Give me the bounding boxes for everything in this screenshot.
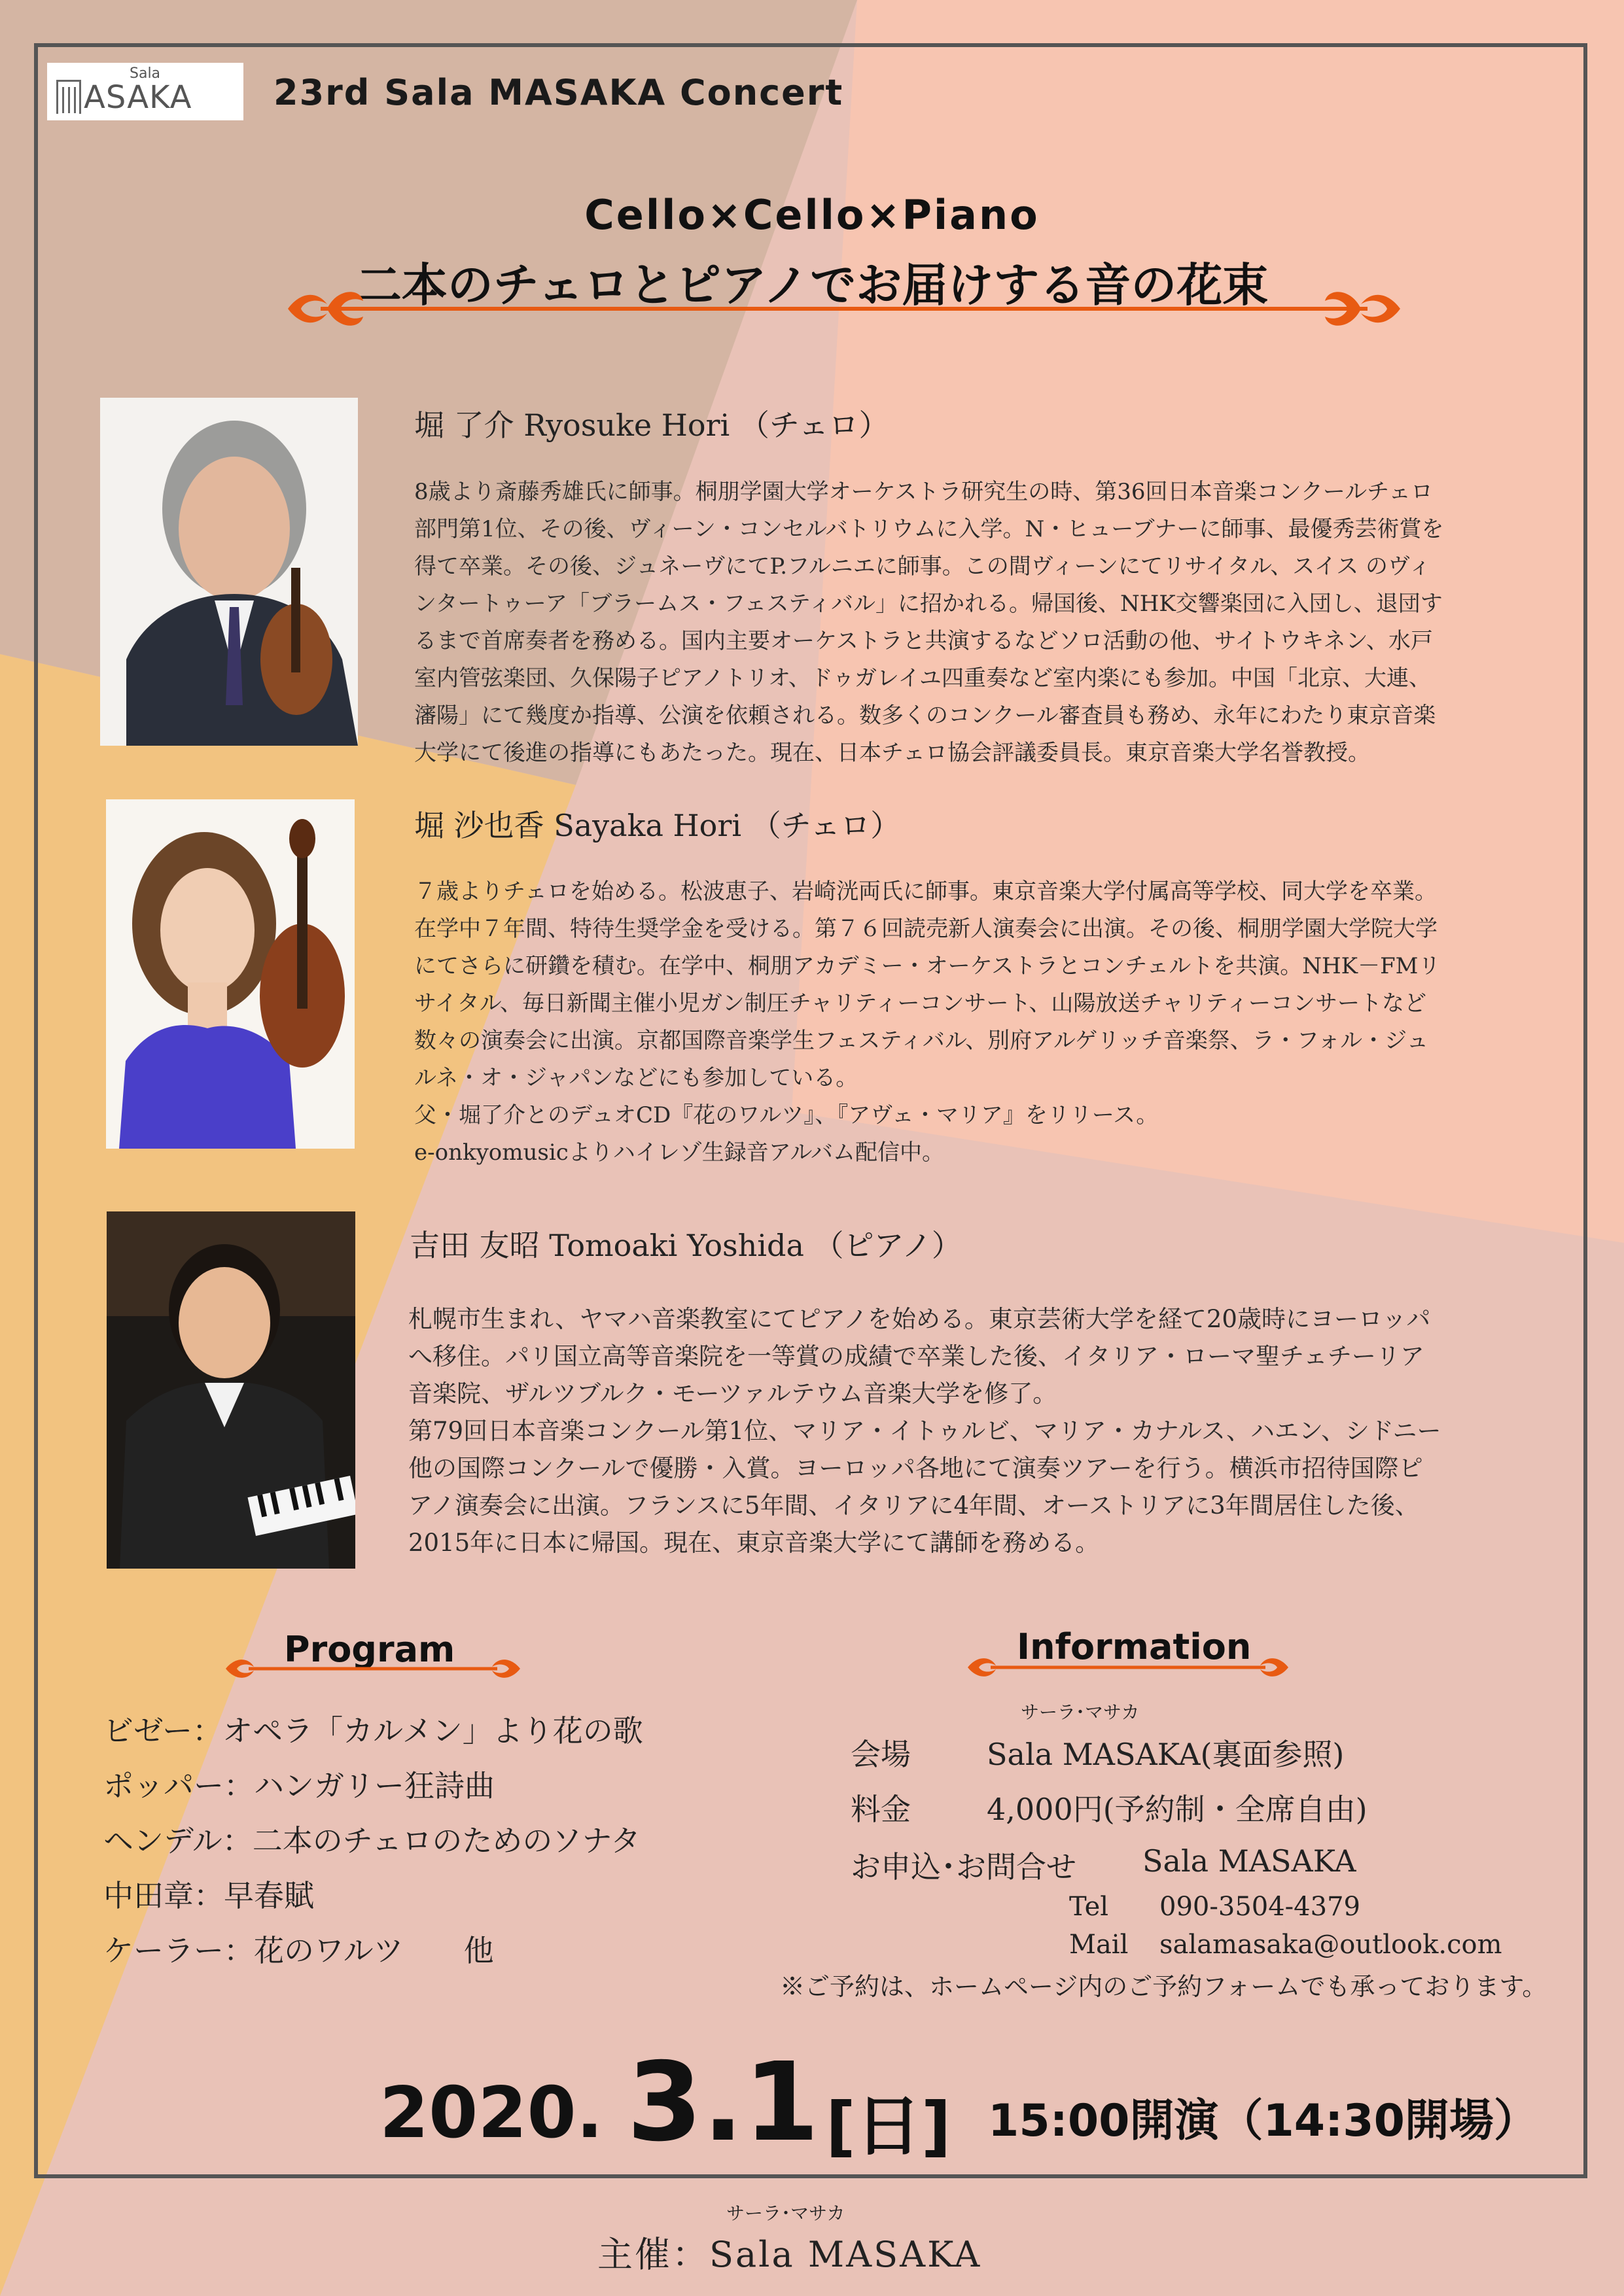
logo-mark-icon	[56, 80, 81, 114]
program-item: ヘンデル：二本のチェロのためのソナタ	[103, 1823, 641, 1858]
program-item: ポッパー：ハンガリー狂詩曲	[103, 1768, 495, 1803]
concert-title: 23rd Sala MASAKA Concert	[274, 72, 844, 113]
main-title-jp: 二本のチェロとピアノでお届けする音の花束	[355, 258, 1269, 312]
program-heading: Program	[284, 1629, 455, 1670]
tel-label: Tel	[1069, 1892, 1109, 1922]
host-ruby: サーラ･マサカ	[726, 2202, 845, 2224]
program-item: ビゼー：オペラ「カルメン」より花の歌	[103, 1713, 643, 1748]
artist-bio-sayaka-hori: ７歳よりチェロを始める。松波恵子、岩崎洸両氏に師事。東京音楽大学付属高等学校、同大学を卒業。 在学中７年間、特待生奨学金を受ける。第７６回読売新人演奏会に出演。その後、桐朋学園大学院大学 にてさらに研鑽を積む。在学中、桐朋アカデミー・オーケストラとコンチェルトを共演。NHK－FMリ サイタル、毎日新聞主催小児ガン制圧チャリティーコンサート、山陽放送チャリティーコンサートなど 数々の演奏会に出演。京都国際音楽学生フェスティバル、別府アルゲリッチ音楽祭、ラ・フォル・ジュ ルネ・オ・ジャパンなどにも参加している。 父・堀了介とのデュオCD『花のワルツ』、『アヴェ・マリア』をリリース。 e-onkyomusicよりハイレゾ生録音アルバム配信中。	[414, 878, 1441, 1166]
mail-label: Mail	[1069, 1930, 1129, 1960]
tel-value: 090-3504-4379	[1159, 1892, 1360, 1922]
program-item: 中田章：早春賦	[103, 1878, 314, 1913]
contact-label: お申込･お問合せ	[851, 1849, 1076, 1885]
photo-ryosuke-hori	[100, 398, 358, 746]
mail-value: salamasaka@outlook.com	[1159, 1930, 1502, 1960]
main-title-en: Cello×Cello×Piano	[584, 191, 1040, 239]
fee-label: 料金	[851, 1792, 911, 1827]
reservation-note: ※ご予約は、ホームページ内のご予約フォームでも承っております。	[780, 1972, 1547, 2001]
program-item: ケーラー：花のワルツ 他	[103, 1933, 494, 1968]
program-ornament-icon	[222, 1652, 523, 1685]
photo-sayaka-hori	[106, 799, 355, 1149]
date-time: 15:00開演（14:30開場）	[988, 2095, 1538, 2147]
logo-small-text: Sala	[130, 65, 161, 82]
venue-ruby: サーラ･マサカ	[1021, 1701, 1140, 1723]
sala-masaka-logo	[47, 63, 243, 120]
information-heading: Information	[1017, 1626, 1252, 1667]
venue-label: 会場	[851, 1737, 911, 1772]
logo-text: ASAKA	[84, 79, 192, 116]
information-ornament-icon	[964, 1651, 1292, 1684]
artist-bio-ryosuke-hori: 8歳より斎藤秀雄氏に師事。桐朋学園大学オーケストラ研究生の時、第36回日本音楽コンクールチェロ 部門第1位、その後、ヴィーン・コンセルバトリウムに入学。N・ヒューブナーに師事、最優秀芸術賞を 得て卒業。その後、ジュネーヴにてP.フルニエに師事。この間ヴィーンにてリサイタル、スイス のヴィ ンタートゥーア「ブラームス・フェスティバル」に招かれる。帰国後、NHK交響楽団に入団し、退団す るまで首席奏者を務める。国内主要オーケストラと共演するなどソロ活動の他、サイトウキネン、水戸 室内管弦楽団、久保陽子ピアノトリオ、ドゥガレイユ四重奏など室内楽にも参加。中国「北京、大連、 瀋陽」にて幾度か指導、公演を依頼される。数多くのコンクール審査員も務め、永年にわたり東京音楽 大学にて後進の指導にもあたった。現在、日本チェロ協会評議委員長。東京音楽大学名誉教授。	[414, 479, 1444, 766]
artist-bio-tomoaki-yoshida: 札幌市生まれ、ヤマハ音楽教室にてピアノを始める。東京芸術大学を経て20歳時にヨーロッパ へ移住。パリ国立高等音楽院を一等賞の成績で卒業した後、イタリア・ローマ聖チェチーリア 音楽院、ザルツブルク・モーツァルテウム音楽大学を修了。 第79回日本音楽コンクール第1位、マリア・イトゥルビ、マリア・カナルス、ハエン、シドニー 他の国際コンクールで優勝・入賞。ヨーロッパ各地にて演奏ツアーを行う。横浜市招待国際ピ アノ演奏会に出演。フランスに5年間、イタリアに4年間、オーストリアに3年間居住した後、 2015年に日本に帰国。現在、東京音楽大学にて講師を務める。	[408, 1305, 1441, 1557]
artist-name-sayaka-hori: 堀 沙也香 Sayaka Hori （チェロ）	[414, 808, 901, 843]
program-list	[103, 1703, 643, 1978]
artist-name-ryosuke-hori: 堀 了介 Ryosuke Hori （チェロ）	[414, 408, 889, 443]
title-ornament-icon	[281, 278, 1407, 337]
venue-value: Sala MASAKA(裏面参照)	[987, 1737, 1345, 1772]
host-text: 主催：Sala MASAKA	[597, 2234, 982, 2275]
contact-value: Sala MASAKA	[1142, 1843, 1356, 1879]
date-day: 3.1	[627, 2040, 820, 2166]
date-weekday: [日]	[826, 2088, 951, 2165]
photo-tomoaki-yoshida	[107, 1211, 355, 1569]
date-year: 2020.	[380, 2072, 603, 2154]
fee-value: 4,000円(予約制・全席自由)	[987, 1792, 1368, 1827]
artist-name-tomoaki-yoshida: 吉田 友昭 Tomoaki Yoshida （ピアノ）	[410, 1228, 962, 1263]
